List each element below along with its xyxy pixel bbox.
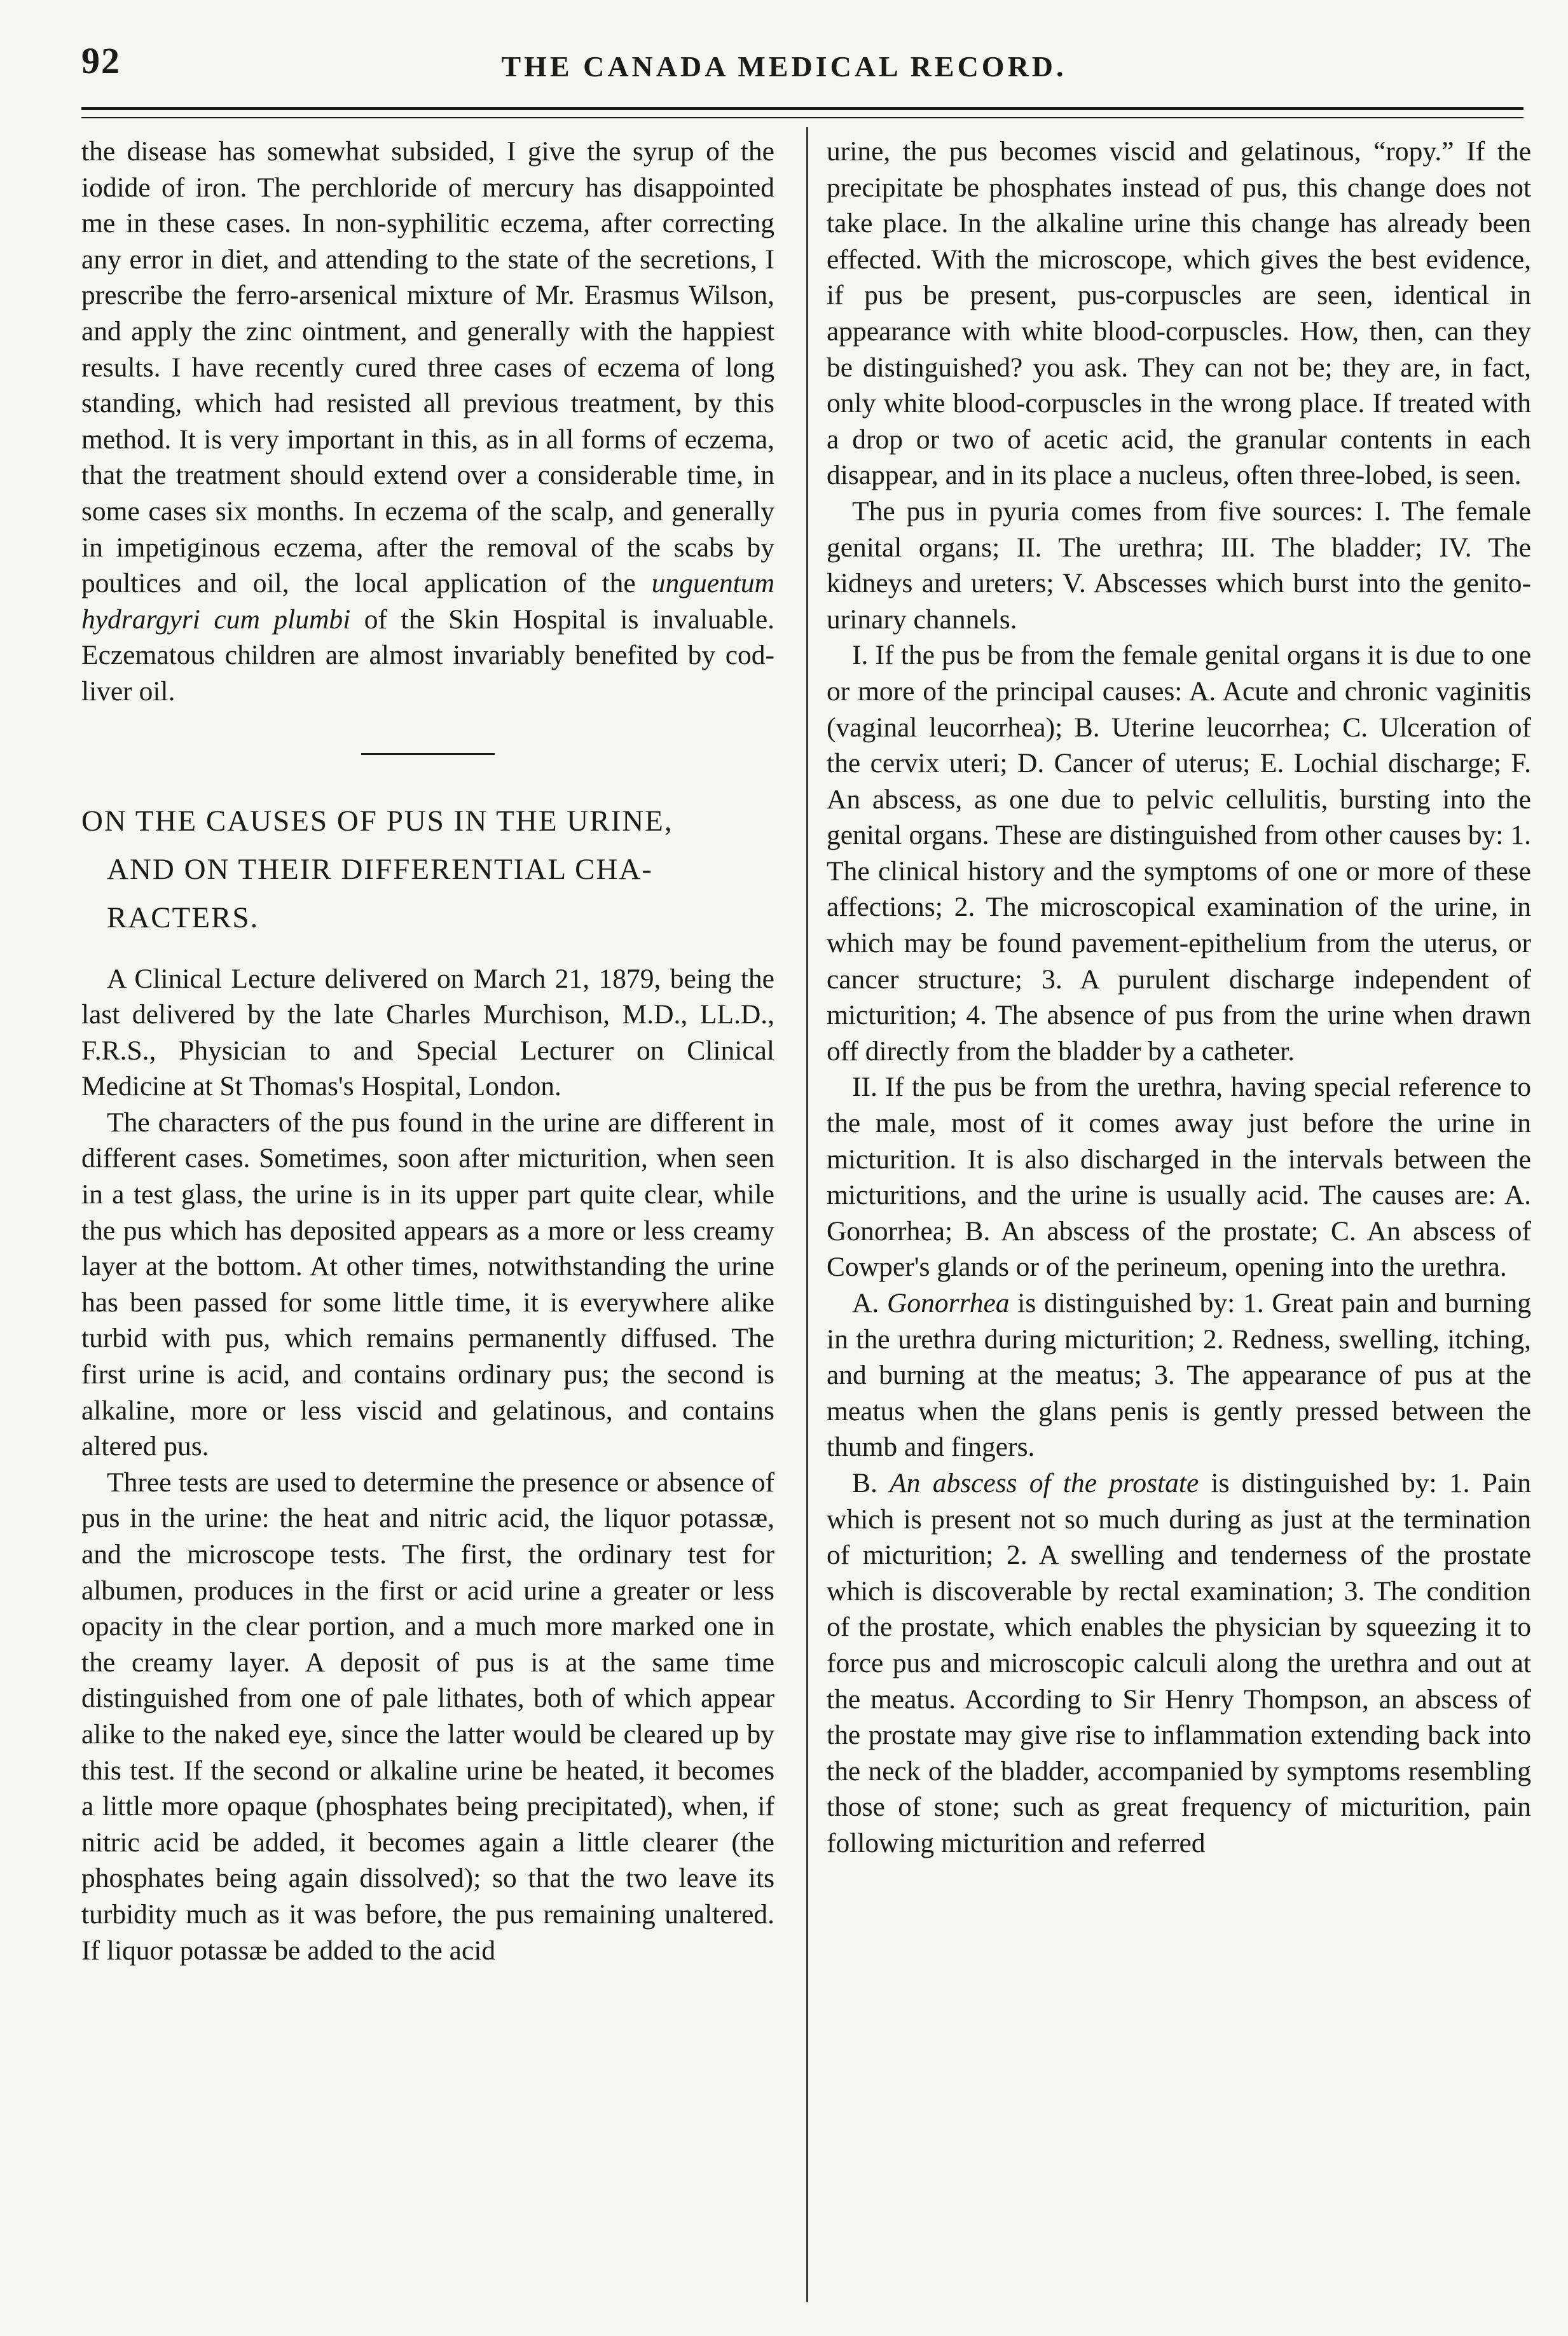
section-divider — [361, 753, 495, 755]
lecture-byline: A Clinical Lecture delivered on March 21, 1879, being the last delivered by the late Charles Murchison, M.D., LL.D., F.R.S., Physician to and Special Lecturer on Clinical Medicine at St Thomas's Hospital, London. — [81, 963, 774, 1102]
italic-latin-term: unguentum hydrargyri cum plumbi — [81, 568, 774, 635]
body-paragraph: II. If the pus be from the urethra, having special reference to the male, most of it comes away just before the urine in micturition. It is also discharged in the intervals between the micturitions, and the urine is usually acid. The causes are: A. Gonorrhea; B. An abscess of the prostate; C. An abscess of Cowper's glands or of the perineum, opening into the urethra. — [827, 1072, 1531, 1283]
article-title-line3: RACTERS. — [107, 901, 259, 934]
header-rule-thick — [81, 107, 1523, 110]
italic-heading: An abscess of the prostate — [890, 1467, 1199, 1498]
body-paragraph: urine, the pus becomes viscid and gelatinous, “ropy.” If the precipitate be phosphates instead of pus, this change does not take place. In the alkaline urine this change has already been effected. With the microscope, which gives the best evidence, if pus be present, pus-corpuscles are seen, identical in appearance with white blood-corpuscles. How, then, can they be distinguished? you ask. They can not be; they are, in fact, only white blood-corpuscles in the wrong place. If treated with a drop or two of acetic acid, the granular contents in each disappear, and in its place a nucleus, often three-lobed, is seen. — [827, 136, 1531, 491]
article-title-line2: AND ON THEIR DIFFERENTIAL CHA- — [107, 852, 653, 886]
left-column — [81, 134, 774, 1968]
header-rule-thin — [81, 117, 1523, 118]
article-title — [81, 797, 774, 942]
body-paragraph: I. If the pus be from the female genital organs it is due to one or more of the principal causes: A. Acute and chronic vaginitis (vaginal leucorrhea); B. Uterine leucorrhea; C. Ulceration of the cervix uteri; D. Cancer of uterus; E. Lochial discharge; F. An abscess, as one due to pelvic cellulitis, bursting into the genital organs. These are distinguished from other causes by: 1. The clinical history and the symptoms of one or more of these affections; 2. The microscopical examination of the urine, in which may be found pavement-epithelium from the uterus, or cancer structure; 3. A purulent discharge independent of micturition; 4. The absence of pus from the urine when drawn off directly from the bladder by a catheter. — [827, 640, 1531, 1067]
body-paragraph: A. Gonorrhea is distinguished by: 1. Great pain and burning in the urethra during micturition; 2. Redness, swelling, itching, and burning at the meatus; 3. The appearance of pus at the meatus when the glans penis is gently pressed between the thumb and fingers. — [827, 1288, 1532, 1463]
body-paragraph: Three tests are used to determine the presence or absence of pus in the urine: the heat and nitric acid, the liquor potassæ, and the microscope tests. The first, the ordinary test for albumen, produces in the first or acid urine a greater or less opacity in the clear portion, and a much more marked one in the creamy layer. A deposit of pus is at the same time distinguished from one of pale lithates, both of which appear alike to the naked eye, since the latter would be cleared up by this test. If the second or alkaline urine be heated, it becomes a little more opaque (phosphates being precipitated), when, if nitric acid be added, it becomes again a little clearer (the phosphates being again dissolved); so that the two leave its turbidity much as it was before, the pus remaining unaltered. If liquor potassæ be added to the acid — [81, 1467, 774, 1966]
body-paragraph: B. An abscess of the prostate is distinguished by: 1. Pain which is present not so much during as just at the termination of micturition; 2. A swelling and tenderness of the prostate which is discoverable by rectal examination; 3. The condition of the prostate, which enables the physician by squeezing it to force pus and microscopic calculi along the urethra and out at the meatus. According to Sir Henry Thompson, an abscess of the prostate may give rise to inflammation extending back into the neck of the bladder, accompanied by symptoms resembling those of stone; such as great frequency of micturition, pain following micturition and referred — [827, 1467, 1532, 1858]
article-title-line1: ON THE CAUSES OF PUS IN THE URINE, — [81, 804, 673, 838]
italic-heading: Gonorrhea — [887, 1288, 1010, 1318]
page-number: 92 — [81, 40, 121, 81]
body-paragraph: The characters of the pus found in the urine are different in different cases. Sometimes, soon after micturition, when seen in a test glass, the urine is in its upper part quite clear, while the pus which has deposited appears as a more or less creamy layer at the bottom. At other times, notwithstanding the urine has been passed for some little time, it is everywhere alike turbid with pus, which remains permanently diffused. The first urine is acid, and contains ordinary pus; the second is alkaline, more or less viscid and gelatinous, and contains altered pus. — [81, 1107, 774, 1462]
right-column — [827, 134, 1531, 1862]
body-paragraph: The pus in pyuria comes from five sources: I. The female genital organs; II. The urethra; III. The bladder; IV. The kidneys and ureters; V. Abscesses which burst into the genito-urinary channels. — [827, 495, 1531, 635]
continued-paragraph: the disease has somewhat subsided, I give the syrup of the iodide of iron. The perchloride of mercury has disappointed me in these cases. In non-syphilitic eczema, after correcting any error in diet, and attending to the state of the secretions, I prescribe the ferro-arsenical mixture of Mr. Erasmus Wilson, and apply the zinc ointment, and generally with the happiest results. I have recently cured three cases of eczema of long standing, which had resisted all previous treatment, by this method. It is very important in this, as in all forms of eczema, that the treatment should extend over a considerable time, in some cases six months. In eczema of the scalp, and generally in impetiginous eczema, after the removal of the scabs by poultices and oil, the local application of the unguentum hydrargyri cum plumbi of the Skin Hospital is invaluable. Eczematous children are almost invariably benefited by cod-liver oil. — [81, 136, 775, 707]
column-divider — [806, 127, 808, 2302]
running-head: THE CANADA MEDICAL RECORD. — [501, 50, 1067, 83]
